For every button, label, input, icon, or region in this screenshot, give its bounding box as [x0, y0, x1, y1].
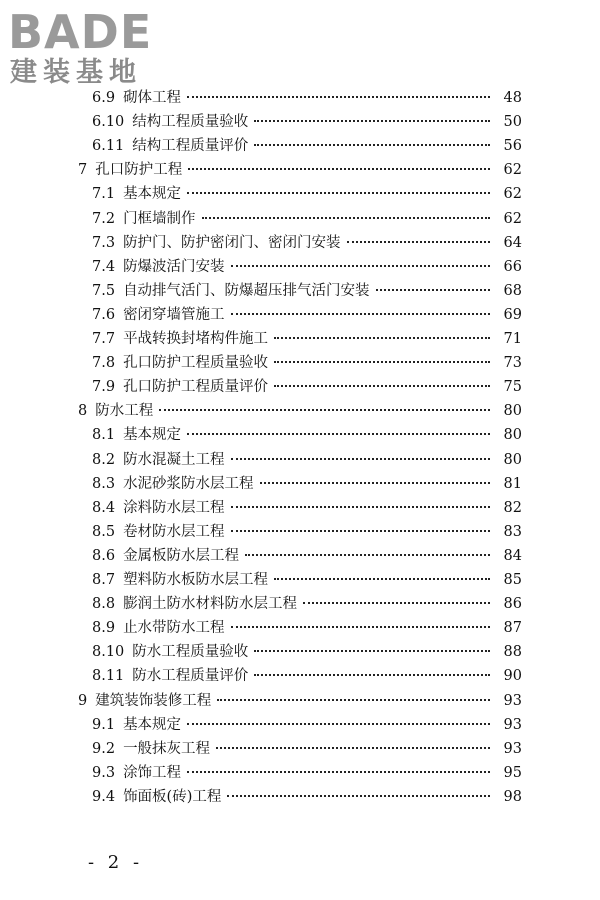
toc-number: 8.11 — [92, 668, 125, 685]
toc-number: 9.2 — [92, 740, 116, 757]
toc-page-number: 62 — [503, 186, 522, 203]
toc-title: 平战转换封堵构件施工 — [123, 331, 269, 347]
toc-leader-dots — [303, 602, 490, 604]
toc-page-number: 93 — [503, 740, 522, 757]
toc-page-number: 82 — [503, 499, 522, 516]
toc-section-row[interactable] — [92, 182, 522, 206]
toc-page-number: 93 — [503, 716, 522, 733]
toc-leader-dots — [187, 433, 490, 435]
toc-number: 7.5 — [92, 282, 116, 299]
toc-leader-dots — [260, 482, 490, 484]
logo-brand: BADE — [8, 5, 153, 59]
toc-number: 8.6 — [92, 547, 116, 564]
toc-leader-dots — [254, 650, 490, 652]
toc-title: 防水混凝土工程 — [123, 451, 225, 468]
toc-title: 防护门、防护密闭门、密闭门安装 — [123, 234, 341, 251]
toc-title: 基本规定 — [123, 186, 182, 203]
toc-title: 涂料防水层工程 — [123, 499, 225, 516]
toc-page-number: 80 — [503, 451, 522, 468]
toc-title: 砌体工程 — [123, 90, 182, 106]
toc-title: 一般抹灰工程 — [123, 740, 211, 757]
toc-number: 8.4 — [92, 499, 116, 516]
toc-section-row[interactable] — [92, 327, 522, 351]
toc-number: 8.7 — [92, 572, 116, 588]
toc-page-number: 62 — [503, 162, 522, 179]
toc-leader-dots — [231, 530, 490, 532]
toc-title: 防爆波活门安装 — [123, 258, 225, 275]
toc-leader-dots — [254, 144, 490, 146]
toc-number: 7.4 — [92, 258, 116, 275]
toc-title: 结构工程质量评价 — [132, 138, 249, 155]
toc-section-row[interactable] — [92, 351, 522, 375]
toc-leader-dots — [188, 168, 490, 170]
toc-leader-dots — [231, 313, 490, 315]
toc-page-number: 85 — [503, 572, 522, 588]
toc-title: 涂饰工程 — [123, 764, 182, 781]
toc-title: 防水工程质量评价 — [132, 668, 249, 685]
toc-leader-dots — [274, 337, 490, 339]
toc-chapter-row[interactable] — [78, 399, 522, 423]
bade-logo — [8, 6, 178, 90]
toc-section-row[interactable] — [92, 231, 522, 255]
toc-leader-dots — [217, 699, 490, 701]
toc-leader-dots — [231, 265, 490, 267]
toc-title: 孔口防护工程质量评价 — [123, 379, 269, 396]
toc-section-row[interactable] — [92, 134, 522, 158]
toc-section-row[interactable] — [92, 423, 522, 447]
toc-number: 7.2 — [92, 210, 116, 227]
toc-leader-dots — [227, 795, 490, 797]
toc-leader-dots — [254, 120, 490, 122]
toc-number: 8.2 — [92, 451, 116, 468]
toc-page-number: 81 — [503, 475, 522, 492]
toc-title: 密闭穿墙管施工 — [123, 306, 225, 323]
toc-page-number: 71 — [503, 331, 522, 347]
toc-page-number: 86 — [503, 596, 522, 613]
toc-page-number: 69 — [503, 306, 522, 323]
toc-page-number: 75 — [503, 379, 522, 396]
toc-page-number: 66 — [503, 258, 522, 275]
toc-section-row[interactable] — [92, 785, 522, 809]
toc-leader-dots — [187, 192, 490, 194]
toc-leader-dots — [231, 626, 490, 628]
toc-number: 8.9 — [92, 620, 116, 637]
toc-section-row[interactable] — [92, 592, 522, 616]
toc-number: 7.7 — [92, 331, 116, 347]
toc-title: 自动排气活门、防爆超压排气活门安装 — [123, 282, 370, 299]
toc-section-row[interactable] — [92, 86, 522, 110]
toc-section-row[interactable] — [92, 375, 522, 399]
toc-section-row[interactable] — [92, 496, 522, 520]
toc-title: 饰面板(砖)工程 — [123, 788, 222, 805]
toc-title: 止水带防水工程 — [123, 620, 225, 637]
page-number: - 2 - — [88, 852, 144, 873]
toc-leader-dots — [274, 361, 490, 363]
toc-number: 7.6 — [92, 306, 116, 323]
toc-page-number: 62 — [503, 210, 522, 227]
toc-number: 6.9 — [92, 90, 116, 106]
toc-title: 基本规定 — [123, 716, 182, 733]
toc-number: 6.11 — [92, 138, 125, 155]
toc-title: 塑料防水板防水层工程 — [123, 572, 269, 588]
toc-number: 8.5 — [92, 523, 116, 540]
toc-leader-dots — [254, 674, 490, 676]
toc-page-number: 90 — [503, 668, 522, 685]
toc-title: 卷材防水层工程 — [123, 523, 225, 540]
toc-leader-dots — [159, 409, 490, 411]
toc-number: 9 — [78, 692, 88, 709]
toc-page-number: 73 — [503, 355, 522, 372]
toc-page-number: 84 — [503, 547, 522, 564]
toc-page-number: 95 — [503, 764, 522, 781]
toc-number: 8.1 — [92, 427, 116, 444]
toc-leader-dots — [202, 217, 490, 219]
toc-page-number: 83 — [503, 523, 522, 540]
toc-page-number: 50 — [503, 114, 522, 131]
toc-title: 基本规定 — [123, 427, 182, 444]
toc-section-row[interactable] — [92, 640, 522, 664]
toc-section-row[interactable] — [92, 568, 522, 592]
toc-number: 7.3 — [92, 234, 116, 251]
logo-subtitle: 建装基地 — [10, 57, 142, 88]
toc-leader-dots — [245, 554, 490, 556]
toc-leader-dots — [187, 723, 490, 725]
toc-number: 9.3 — [92, 764, 116, 781]
toc-leader-dots — [187, 96, 490, 98]
toc-section-row[interactable] — [92, 520, 522, 544]
toc-page-number: 68 — [503, 282, 522, 299]
toc-number: 8 — [78, 403, 88, 420]
toc-title: 孔口防护工程质量验收 — [123, 355, 269, 372]
toc-number: 9.4 — [92, 788, 116, 805]
toc-section-row[interactable] — [92, 448, 522, 472]
toc-title: 孔口防护工程 — [95, 162, 183, 179]
toc-section-row[interactable] — [92, 616, 522, 640]
toc-title: 结构工程质量验收 — [132, 114, 249, 131]
toc-leader-dots — [216, 747, 490, 749]
toc-title: 建筑装饰装修工程 — [95, 692, 212, 709]
toc-section-row[interactable] — [92, 110, 522, 134]
toc-title: 膨润土防水材料防水层工程 — [123, 596, 298, 613]
toc-section-row[interactable] — [92, 303, 522, 327]
toc-section-row[interactable] — [92, 544, 522, 568]
toc-page-number: 56 — [503, 138, 522, 155]
toc-section-row[interactable] — [92, 737, 522, 761]
toc-page-number: 98 — [503, 788, 522, 805]
toc-number: 9.1 — [92, 716, 116, 733]
toc-section-row[interactable] — [92, 761, 522, 785]
toc-page-number: 87 — [503, 620, 522, 637]
toc-section-row[interactable] — [92, 472, 522, 496]
toc-number: 6.10 — [92, 114, 125, 131]
toc-number: 7.1 — [92, 186, 116, 203]
toc-leader-dots — [347, 241, 490, 243]
toc-number: 7.8 — [92, 355, 116, 372]
toc-section-row[interactable] — [92, 255, 522, 279]
toc-page-number: 48 — [503, 90, 522, 106]
toc-leader-dots — [187, 771, 490, 773]
toc-title: 防水工程质量验收 — [132, 644, 249, 661]
toc-section-row[interactable] — [92, 207, 522, 231]
toc-leader-dots — [274, 385, 490, 387]
toc-number: 7 — [78, 162, 88, 179]
toc-chapter-row[interactable] — [78, 689, 522, 713]
toc-number: 8.10 — [92, 644, 125, 661]
toc-number: 8.3 — [92, 475, 116, 492]
toc-title: 门框墙制作 — [123, 210, 196, 227]
toc-page-number: 88 — [503, 644, 522, 661]
toc-section-row[interactable] — [92, 713, 522, 737]
toc-leader-dots — [274, 578, 490, 580]
toc-number: 8.8 — [92, 596, 116, 613]
toc-section-row[interactable] — [92, 664, 522, 688]
toc-number: 7.9 — [92, 379, 116, 396]
toc-leader-dots — [231, 506, 490, 508]
toc-leader-dots — [231, 458, 490, 460]
toc-page-number: 80 — [503, 427, 522, 444]
toc-title: 金属板防水层工程 — [123, 547, 240, 564]
toc-page-number: 93 — [503, 692, 522, 709]
toc-leader-dots — [376, 289, 490, 291]
toc-page-number: 80 — [503, 403, 522, 420]
toc-title: 防水工程 — [95, 403, 154, 420]
toc-page-number: 64 — [503, 234, 522, 251]
toc-title: 水泥砂浆防水层工程 — [123, 475, 254, 492]
toc-section-row[interactable] — [92, 279, 522, 303]
toc-chapter-row[interactable] — [78, 158, 522, 182]
